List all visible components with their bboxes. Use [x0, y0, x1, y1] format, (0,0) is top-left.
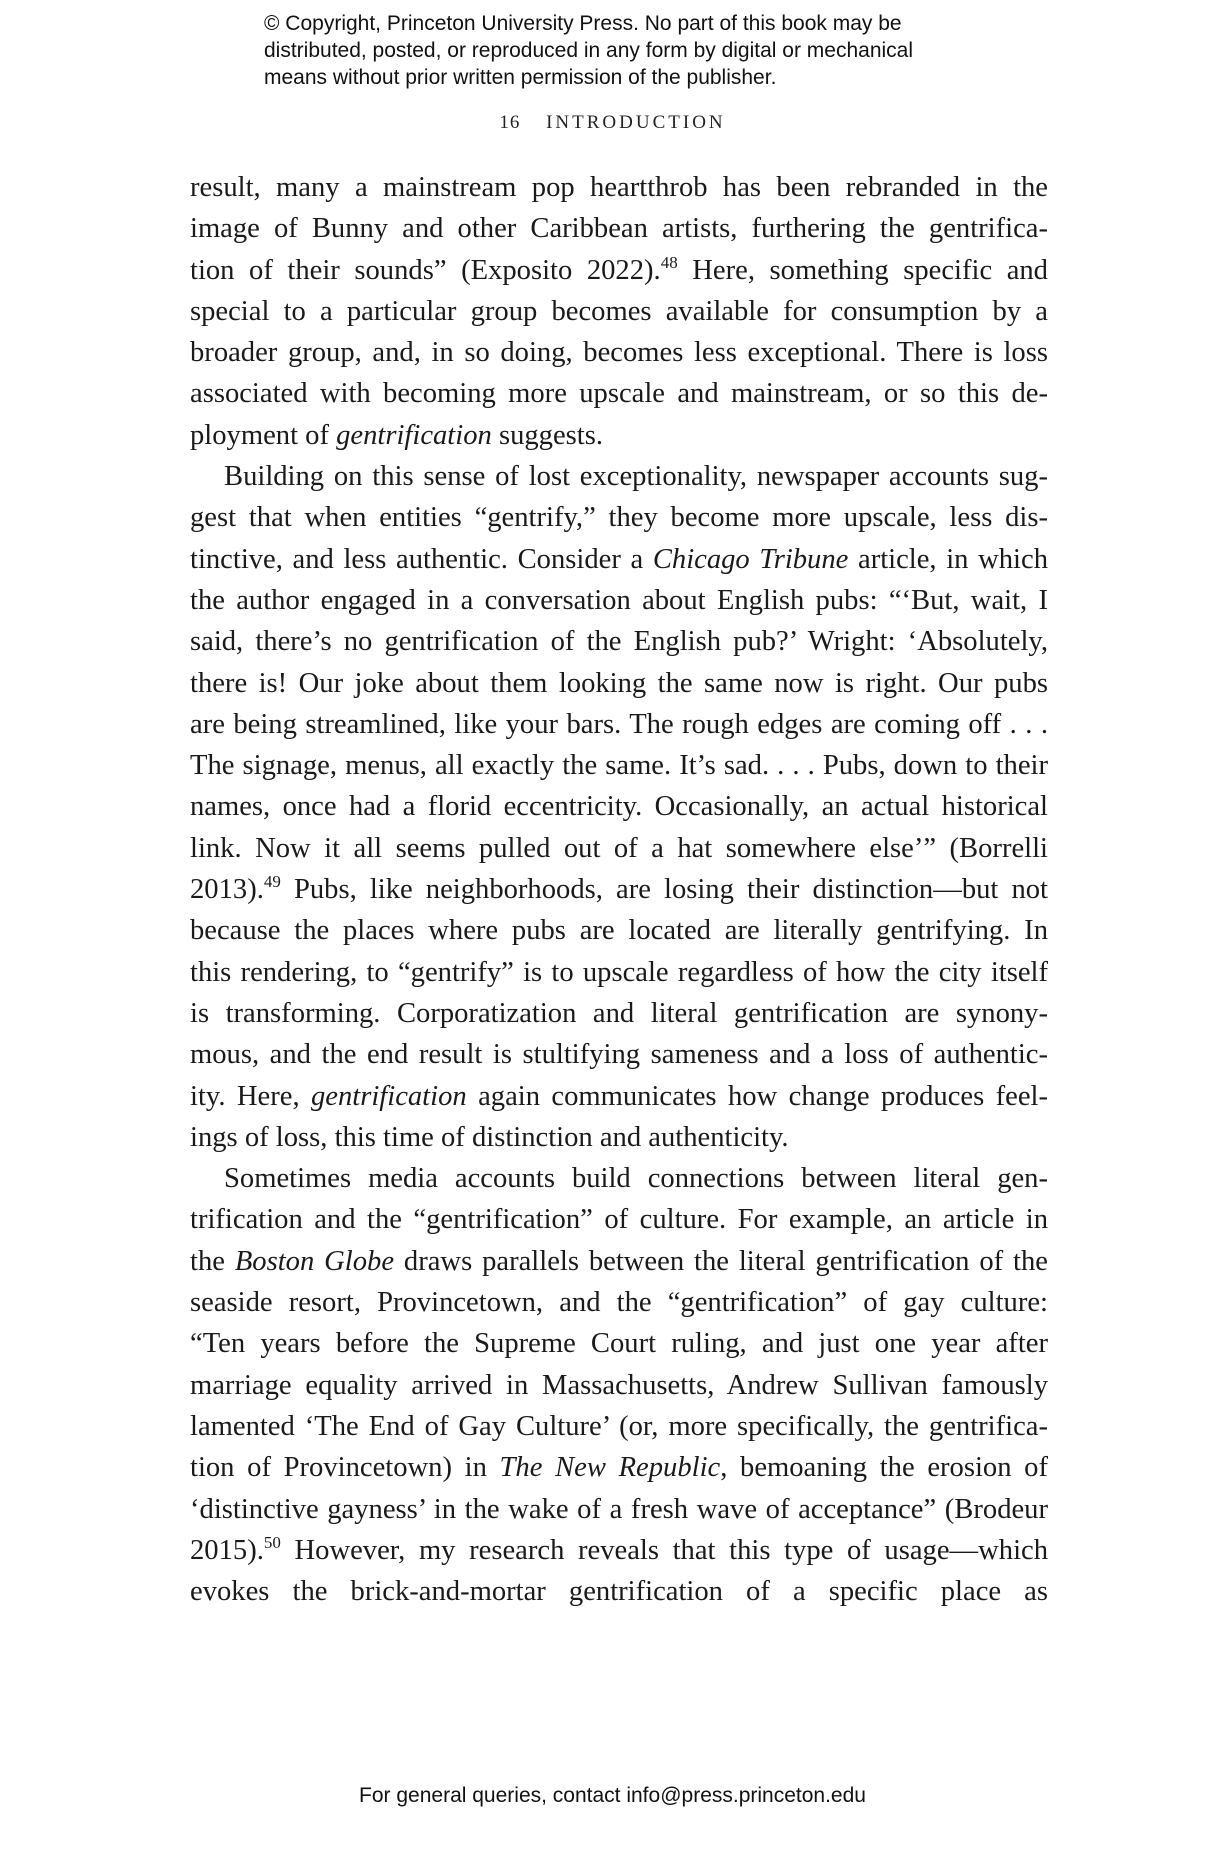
line-text: lamented ‘The End of Gay Culture’ (or, more specifically, the gentrifica-	[190, 1410, 1048, 1442]
line-text: tion of their sounds” (Exposito 2022).	[190, 254, 661, 286]
line-text: Here, something specific and	[677, 254, 1048, 286]
text-line	[190, 373, 1048, 414]
text-line	[190, 1489, 1048, 1530]
copyright-line: © Copyright, Princeton University Press. No part of this book may be	[264, 12, 902, 35]
line-text: ings of loss, this time of distinction and authenticity.	[190, 1121, 789, 1153]
line-text: said, there’s no gentrification of the English pub?’ Wright: ‘Absolutely,	[190, 626, 1048, 658]
text-line	[190, 1447, 1048, 1488]
line-text: However, my research reveals that this type of usage—which	[280, 1534, 1048, 1566]
line-text: gest that when entities “gentrify,” they become more upscale, less dis-	[190, 502, 1048, 534]
text-line	[190, 580, 1048, 621]
line-text: names, once had a florid eccentricity. Occasionally, an actual historical	[190, 791, 1048, 823]
line-text: evokes the brick-and-mortar gentrification of a specific place as	[190, 1576, 1048, 1608]
line-text: tinctive, and less authentic. Consider a	[190, 543, 653, 575]
line-text: the	[190, 1245, 235, 1277]
line-text: link. Now it all seems pulled out of a hat somewhere else’” (Borrelli	[190, 832, 1048, 864]
running-head	[0, 112, 1225, 134]
text-line	[190, 291, 1048, 332]
italic-text: gentrification	[336, 419, 492, 451]
text-line	[190, 208, 1048, 249]
copyright-line: distributed, posted, or reproduced in any form by digital or mechanical	[264, 39, 914, 62]
text-line	[190, 1323, 1048, 1364]
copyright-line: means without prior written permission of the publisher.	[264, 66, 777, 89]
body-text	[190, 167, 1048, 1612]
line-text: draws parallels between the literal gentrification of the	[394, 1245, 1048, 1277]
text-line	[190, 828, 1048, 869]
line-text: 2015).	[190, 1534, 264, 1566]
text-line	[190, 952, 1048, 993]
line-text: trification and the “gentrification” of culture. For example, an article in	[190, 1204, 1048, 1236]
line-text: ity. Here,	[190, 1080, 311, 1112]
line-text: seaside resort, Provincetown, and the “gentrification” of gay culture:	[190, 1287, 1048, 1319]
line-text: is transforming. Corporatization and literal gentrification are synony-	[190, 997, 1048, 1029]
text-line	[190, 497, 1048, 538]
italic-text: Chicago Tribune	[652, 543, 849, 575]
text-line	[190, 1076, 1048, 1117]
text-line	[190, 704, 1048, 745]
text-line	[190, 910, 1048, 951]
line-text: image of Bunny and other Caribbean artists, furthering the gentrifica-	[190, 213, 1048, 245]
line-text: The signage, menus, all exactly the same. It’s sad. . . . Pubs, down to their	[190, 750, 1048, 782]
italic-text: The New Republic	[499, 1452, 721, 1484]
line-text: suggests.	[491, 419, 604, 451]
text-line	[190, 1034, 1048, 1075]
line-text: ‘distinctive gayness’ in the wake of a fresh wave of acceptance” (Brodeur	[190, 1493, 1048, 1525]
text-line	[190, 415, 1048, 456]
text-line	[190, 1158, 1048, 1199]
text-line	[190, 745, 1048, 786]
text-line	[190, 456, 1048, 497]
line-text: broader group, and, in so doing, becomes less exceptional. There is loss	[190, 337, 1048, 369]
text-line	[190, 1571, 1048, 1612]
line-text: associated with becoming more upscale and mainstream, or so this de-	[190, 378, 1048, 410]
text-line	[190, 1199, 1048, 1240]
line-text: the author engaged in a conversation about English pubs: “‘But, wait, I	[190, 584, 1048, 616]
line-text: , bemoaning the erosion of	[720, 1452, 1048, 1484]
footnote-marker: 50	[263, 1532, 281, 1552]
text-line	[190, 1282, 1048, 1323]
italic-text: gentrification	[311, 1080, 467, 1112]
text-line	[190, 1365, 1048, 1406]
line-text: “Ten years before the Supreme Court ruling, and just one year after	[190, 1328, 1048, 1360]
text-line	[190, 167, 1048, 208]
text-line	[190, 250, 1048, 291]
text-line	[190, 1241, 1048, 1282]
line-text: ployment of	[190, 419, 337, 451]
page-number: 16	[499, 112, 521, 133]
footnote-marker: 49	[263, 872, 281, 892]
text-line	[190, 993, 1048, 1034]
text-line	[190, 332, 1048, 373]
line-text: this rendering, to “gentrify” is to upscale regardless of how the city itself	[190, 956, 1048, 988]
text-line	[190, 786, 1048, 827]
text-line	[190, 539, 1048, 580]
footer-contact: For general queries, contact info@press.princeton.edu	[359, 1784, 866, 1807]
line-text: are being streamlined, like your bars. The rough edges are coming off . . .	[190, 708, 1048, 740]
line-text: there is! Our joke about them looking the same now is right. Our pubs	[190, 667, 1048, 699]
copyright-notice	[264, 10, 984, 91]
text-line	[190, 621, 1048, 662]
line-text: Sometimes media accounts build connections between literal gen-	[224, 1163, 1048, 1195]
text-line	[190, 869, 1048, 910]
italic-text: Boston Globe	[234, 1245, 395, 1277]
line-text: because the places where pubs are located are literally gentrifying. In	[190, 915, 1048, 947]
line-text: Pubs, like neighborhoods, are losing their distinction—but not	[280, 874, 1048, 906]
text-line	[190, 663, 1048, 704]
line-text: special to a particular group becomes available for consumption by a	[190, 295, 1048, 327]
section-title: INTRODUCTION	[546, 112, 726, 133]
line-text: Building on this sense of lost exceptionality, newspaper accounts sug-	[224, 461, 1048, 493]
line-text: result, many a mainstream pop heartthrob has been rebranded in the	[190, 172, 1048, 203]
line-text: mous, and the end result is stultifying sameness and a loss of authentic-	[190, 1039, 1048, 1071]
line-text: marriage equality arrived in Massachusetts, Andrew Sullivan famously	[190, 1369, 1048, 1401]
line-text: again communicates how change produces feel-	[466, 1080, 1048, 1112]
line-text: tion of Provincetown) in	[190, 1452, 500, 1484]
line-text: 2013).	[190, 874, 264, 906]
line-text: article, in which	[848, 543, 1048, 575]
text-line	[190, 1530, 1048, 1571]
text-line	[190, 1117, 1048, 1158]
text-line	[190, 1406, 1048, 1447]
footnote-marker: 48	[660, 252, 678, 272]
